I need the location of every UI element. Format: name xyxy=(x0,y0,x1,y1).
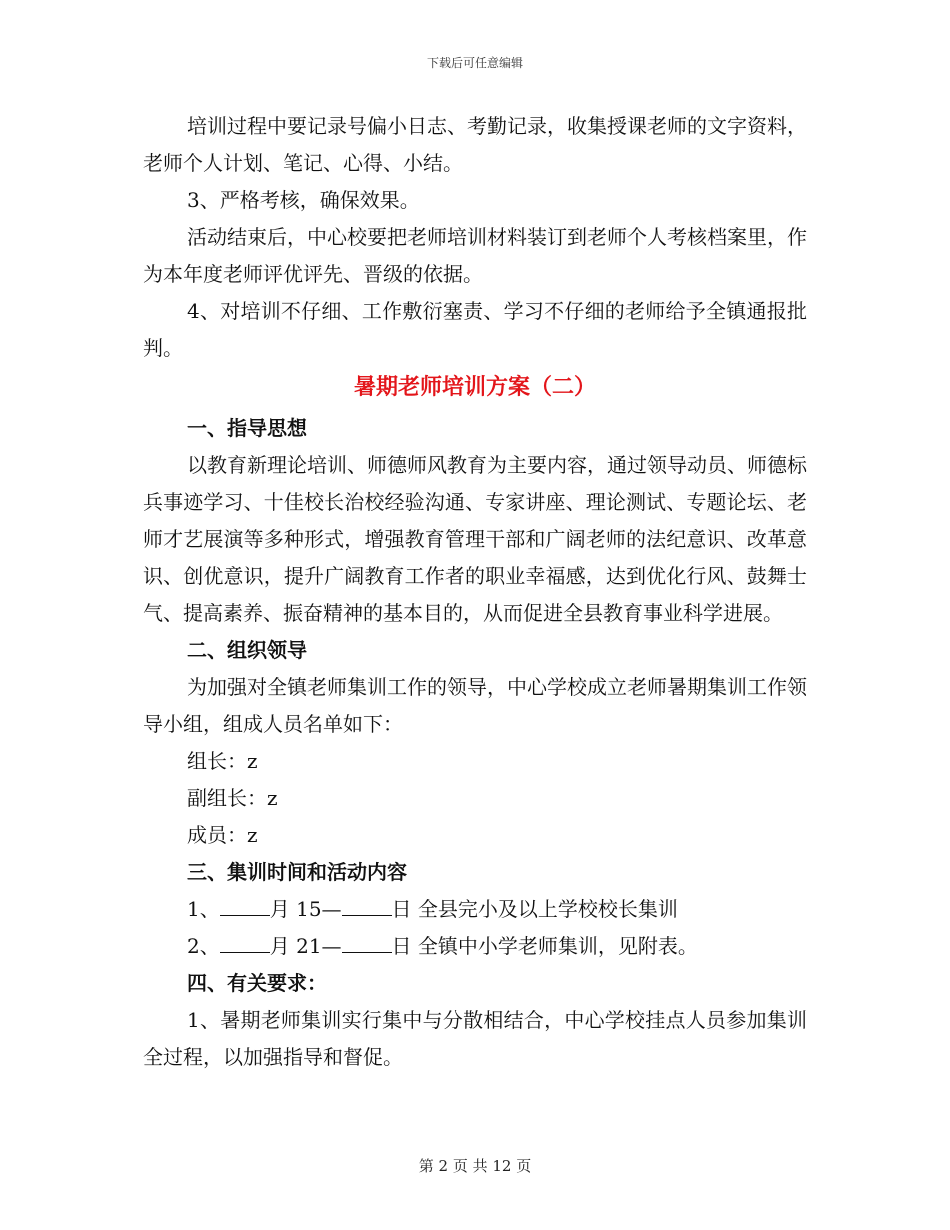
schedule-item-desc: 全县完小及以上学校校长集训 xyxy=(417,897,678,921)
section-body-organization: 为加强对全镇老师集训工作的领导，中心学校成立老师暑期集训工作领导小组，组成人员名单如下： xyxy=(143,675,807,736)
schedule-item-month: 月 15— xyxy=(269,897,342,921)
schedule-item-2 xyxy=(143,928,807,965)
blank-day xyxy=(342,934,392,953)
page-footer: 第 2 页 共 12 页 xyxy=(418,1157,532,1175)
schedule-item-day: 日 xyxy=(391,897,412,921)
member-members: 成员：z xyxy=(187,823,258,847)
document-body xyxy=(143,108,807,1076)
paragraph-criticism: 4、对培训不仔细、工作敷衍塞责、学习不仔细的老师给予全镇通报批判。 xyxy=(143,299,807,360)
section-heading-guiding-thought: 一、指导思想 xyxy=(187,416,307,440)
section-heading-requirements: 四、有关要求： xyxy=(187,971,327,995)
member-deputy-leader: 副组长：z xyxy=(187,786,278,810)
blank-month xyxy=(220,897,270,916)
schedule-item-1 xyxy=(143,891,807,928)
blank-day xyxy=(342,897,392,916)
schedule-item-number: 1、 xyxy=(187,897,220,921)
paragraph-archive: 活动结束后，中心校要把老师培训材料装订到老师个人考核档案里，作为本年度老师评优评先、晋级的依据。 xyxy=(143,225,807,286)
schedule-item-number: 2、 xyxy=(187,934,220,958)
paragraph-assessment: 3、严格考核，确保效果。 xyxy=(187,188,420,212)
schedule-item-month: 月 21— xyxy=(269,934,342,958)
blank-month xyxy=(220,934,270,953)
header-note: 下载后可任意编辑 xyxy=(426,56,523,70)
section-heading-schedule: 三、集训时间和活动内容 xyxy=(187,860,407,884)
section-body-requirements: 1、暑期老师集训实行集中与分散相结合，中心学校挂点人员参加集训全过程，以加强指导和督促。 xyxy=(143,1008,807,1069)
member-leader: 组长：z xyxy=(187,749,258,773)
schedule-item-day: 日 xyxy=(391,934,412,958)
section-heading-organization: 二、组织领导 xyxy=(187,638,307,662)
section-body-guiding-thought: 以教育新理论培训、师德师风教育为主要内容，通过领导动员、师德标兵事迹学习、十佳校长治校经验沟通、专家讲座、理论测试、专题论坛、老师才艺展演等多种形式，增强教育管理干部和广阔老师的法纪意识、改革意识、创优意识，提升广阔教育工作者的职业幸福感，达到优化行风、鼓舞士气、提高素养、振奋精神的基本目的，从而促进全县教育事业科学进展。 xyxy=(143,453,807,625)
paragraph-records: 培训过程中要记录号偏小日志、考勤记录，收集授课老师的文字资料，老师个人计划、笔记、心得、小结。 xyxy=(143,114,807,175)
document-title: 暑期老师培训方案（二） xyxy=(353,374,596,400)
schedule-item-desc: 全镇中小学老师集训，见附表。 xyxy=(417,934,698,958)
